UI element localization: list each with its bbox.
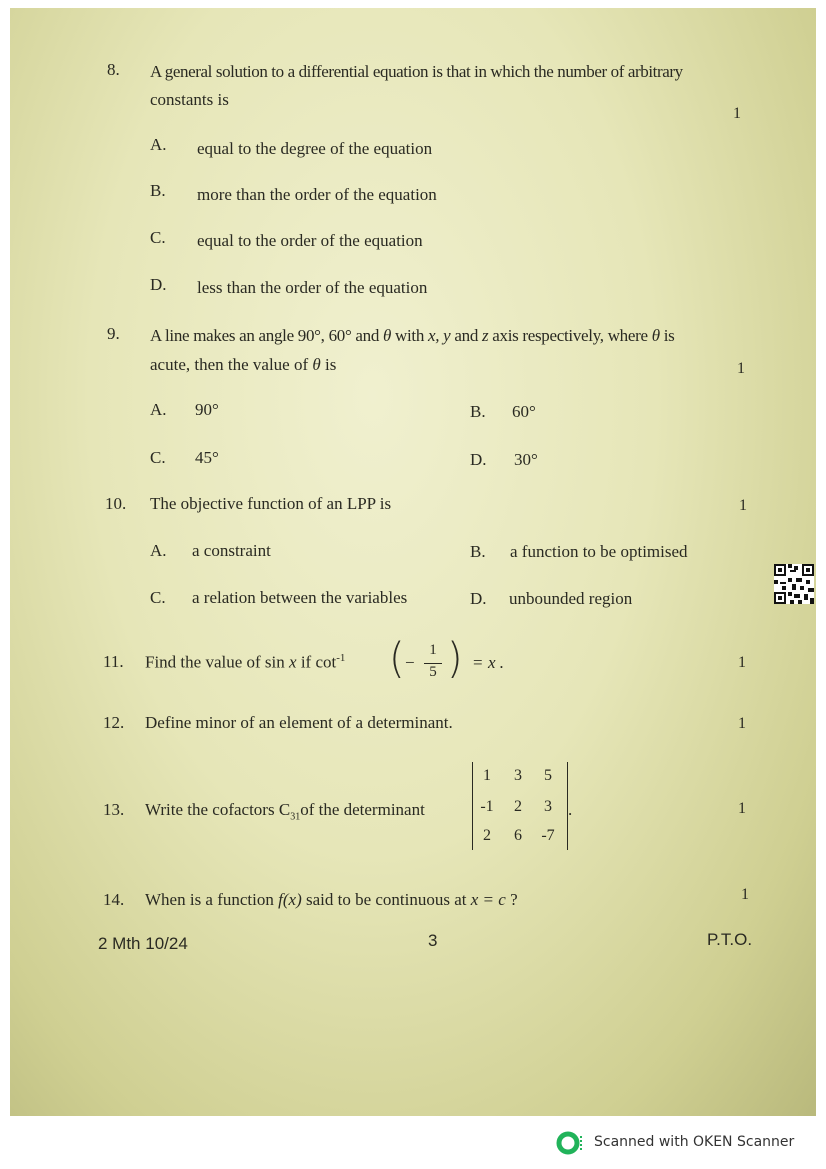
q11-text: Find the value of sin x if $\cot^{-1}$ — [145, 652, 346, 672]
q9-line1: A line makes an angle 90°, 60° and θ with x, y and z axis respectively, where θ is — [150, 326, 675, 345]
q11-fraction-denominator: 5 — [429, 664, 437, 680]
q8-option-c-letter: C. — [150, 228, 166, 247]
footer-pto: P.T.O. — [707, 930, 753, 949]
q9-option-a-text: 90° — [195, 400, 219, 419]
scanner-label: Scanned with OKEN Scanner — [594, 1134, 795, 1150]
q13-number: 13. — [103, 800, 125, 819]
q11-fraction-numerator: 1 — [429, 642, 437, 658]
q8-option-a-letter: A. — [150, 135, 167, 154]
qr-code — [774, 564, 814, 604]
q9-option-c-letter: C. — [150, 448, 166, 467]
q8-option-a-text: equal to the degree of the equation — [197, 139, 433, 158]
q11-left-paren: ( — [389, 634, 405, 684]
q11-minus: − — [405, 653, 415, 672]
q10-option-a-text: a constraint — [192, 541, 271, 560]
q13-determinant — [472, 762, 568, 850]
q8-mark: 1 — [733, 105, 741, 122]
q10-number: 10. — [105, 494, 127, 513]
det-cell: 3 — [514, 767, 522, 784]
det-cell: 2 — [514, 798, 522, 815]
q9-mark: 1 — [737, 360, 745, 377]
q8-option-b-letter: B. — [150, 181, 166, 200]
q9-option-c-text: 45° — [195, 448, 219, 467]
q11-fraction — [418, 642, 448, 684]
q9-option-a-letter: A. — [150, 400, 167, 419]
q10-option-d-letter: D. — [470, 589, 487, 608]
q8-option-d-letter: D. — [150, 275, 167, 294]
q11-mark: 1 — [738, 654, 746, 671]
q13-text: Write the cofactors $C_{31}of$ the determinant — [145, 800, 425, 823]
det-cell: 6 — [514, 827, 522, 844]
q14-number: 14. — [103, 890, 125, 909]
q12-text: Define minor of an element of a determinant. — [145, 713, 453, 732]
det-cell: 3 — [544, 798, 552, 815]
q10-option-a-letter: A. — [150, 541, 167, 560]
det-cell: -1 — [480, 798, 494, 815]
q11-x: x . — [488, 653, 505, 672]
q8-option-c-text: equal to the order of the equation — [197, 231, 423, 250]
q8-option-b-text: more than the order of the equation — [197, 185, 437, 204]
q9-number: 9. — [107, 324, 120, 343]
q8-line1: A general solution to a differential equation is that in which the number of arbitrary — [150, 62, 683, 81]
q8-option-d-text: less than the order of the equation — [197, 278, 428, 297]
q10-option-c-letter: C. — [150, 588, 166, 607]
q9-option-d-letter: D. — [470, 450, 487, 469]
q9-option-b-letter: B. — [470, 402, 486, 421]
scanner-logo-icon — [556, 1131, 588, 1159]
q9-option-d-text: 30° — [514, 450, 538, 469]
q11-number: 11. — [103, 652, 124, 671]
q8-number: 8. — [107, 60, 120, 79]
q9-line2: acute, then the value of θ is — [150, 355, 337, 374]
q14-text: When is a function f(x) said to be continuous at x = c ? — [145, 890, 518, 909]
q8-line2: constants is — [150, 90, 229, 109]
q10-option-c-text: a relation between the variables — [192, 588, 408, 607]
det-cell: 2 — [483, 827, 491, 844]
q10-text: The objective function of an LPP is — [150, 494, 392, 513]
q10-mark: 1 — [739, 497, 747, 514]
q9-option-b-text: 60° — [512, 402, 536, 421]
q12-mark: 1 — [738, 715, 746, 732]
det-cell: 1 — [483, 767, 491, 784]
det-cell: 5 — [544, 767, 552, 784]
q11-equals: = — [473, 653, 483, 672]
q10-option-d-text: unbounded region — [509, 589, 633, 608]
q14-mark: 1 — [741, 886, 749, 903]
q13-mark: 1 — [738, 800, 746, 817]
q10-option-b-text: a function to be optimised — [510, 542, 688, 561]
q11-right-paren: ) — [447, 634, 463, 684]
q10-option-b-letter: B. — [470, 542, 486, 561]
q12-number: 12. — [103, 713, 125, 732]
footer-page-number: 3 — [428, 931, 438, 950]
footer-paper-code: 2 Mth 10/24 — [98, 934, 188, 953]
q13-dot: . — [568, 800, 573, 819]
det-cell: -7 — [541, 827, 555, 844]
